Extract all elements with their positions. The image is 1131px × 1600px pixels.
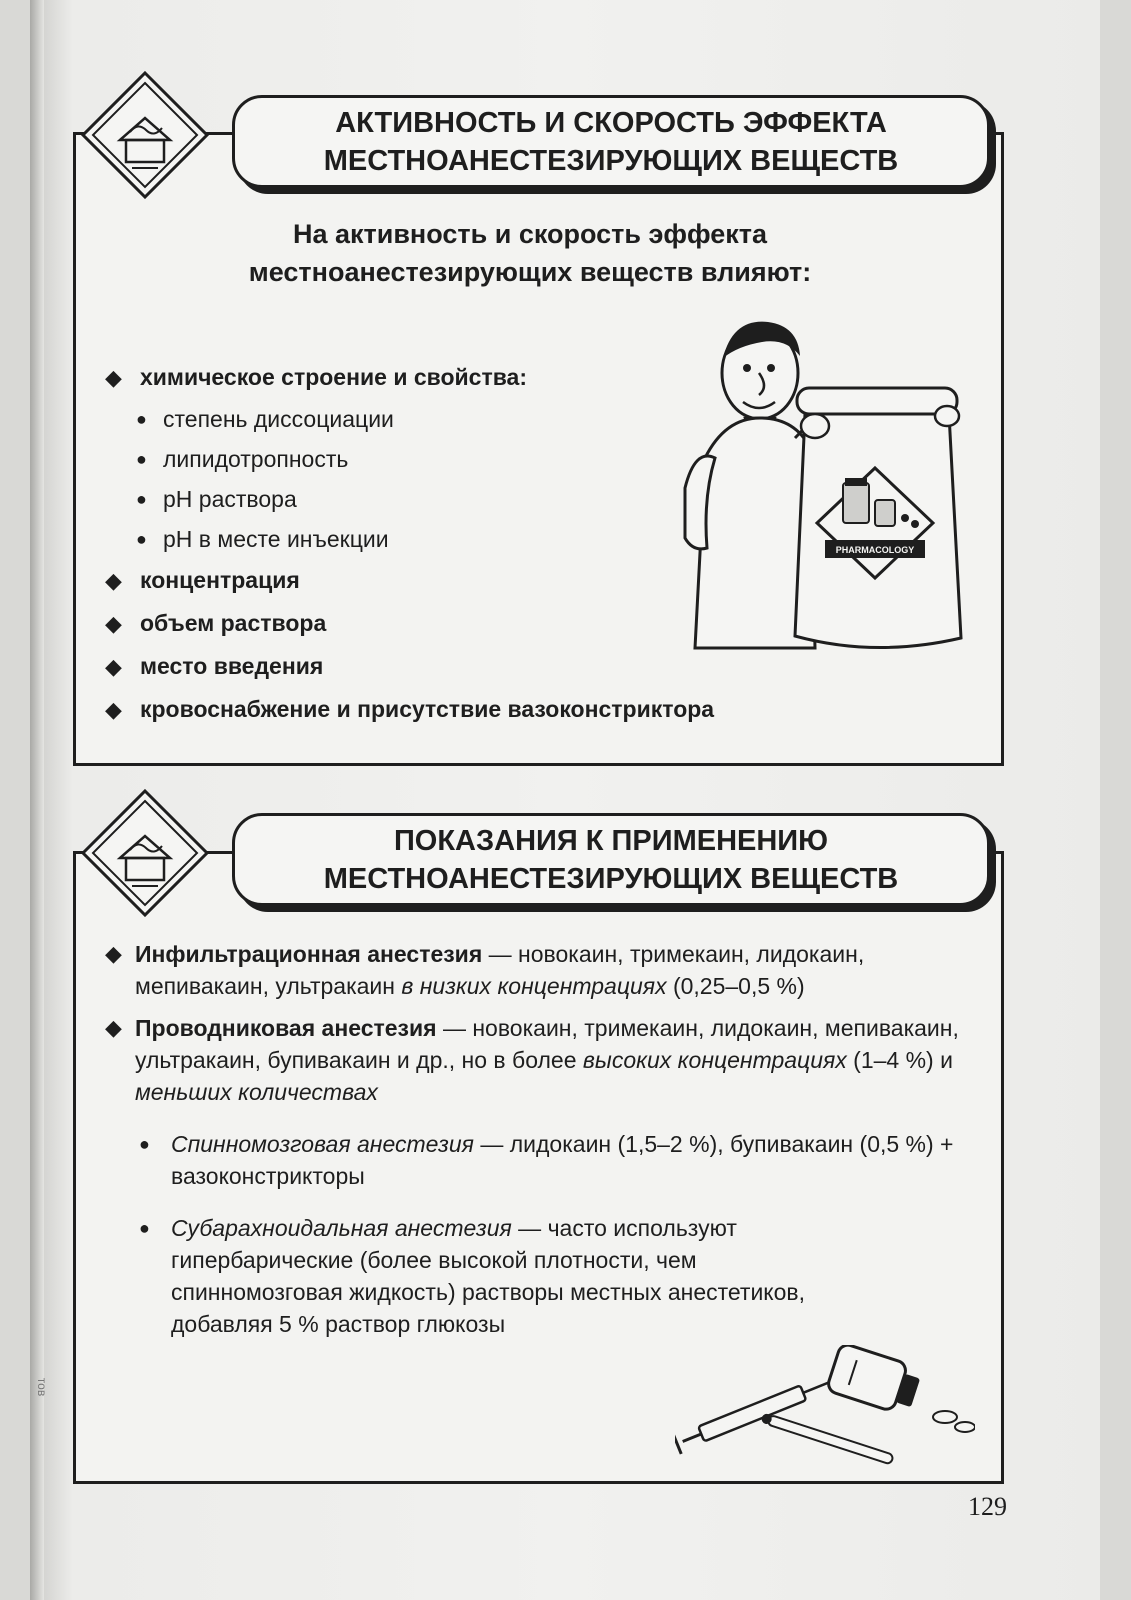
item-emphasis: в низких концентрациях: [401, 973, 667, 999]
factor-list: [103, 356, 715, 731]
list-item: [103, 602, 663, 645]
section-1-title-line1: АКТИВНОСТЬ И СКОРОСТЬ ЭФФЕКТА: [335, 106, 887, 139]
diamond-bullet-icon: ◆: [105, 697, 122, 722]
list-item-text: степень диссоциации: [163, 406, 394, 432]
dot-bullet-icon: ●: [136, 489, 147, 509]
page-number: 129: [968, 1492, 1007, 1521]
section-2-title-line2: МЕСТНОАНЕСТЕЗИРУЮЩИХ ВЕЩЕСТВ: [323, 862, 899, 895]
section-1-title-line2: МЕСТНОАНЕСТЕЗИРУЮЩИХ ВЕЩЕСТВ: [323, 144, 899, 177]
page-spine-edge: [30, 0, 44, 1600]
dot-bullet-icon: ●: [136, 529, 147, 549]
item-text: — часто используют гипербарические (более высокой плотности, чем спинномозговая жидкость) растворы местных анестетиков, добавляя 5 % раствор глюкозы: [171, 1215, 806, 1337]
subheading-line1: На активность и скорость эффекта: [292, 219, 768, 249]
list-item-text: pH раствора: [163, 486, 297, 512]
list-item: [103, 688, 715, 731]
diamond-bullet-icon: ◆: [105, 941, 122, 966]
dot-bullet-icon: ●: [139, 1218, 150, 1238]
sublist-item-spinal: [135, 1128, 983, 1192]
term-infiltration: Инфильтрационная анестезия: [135, 941, 483, 967]
section-1-title: [232, 95, 990, 188]
margin-mark: тов: [35, 1377, 50, 1397]
list-subitem: [103, 519, 663, 559]
list-item-conduction: [103, 1012, 983, 1340]
item-text: (1–4 %) и: [846, 1047, 953, 1073]
dot-bullet-icon: ●: [136, 409, 147, 429]
list-item-text: химическое строение и свойства:: [140, 364, 528, 390]
list-item-infiltration: [103, 938, 983, 1002]
list-item-text: объем раствора: [140, 610, 327, 636]
list-subitem: [103, 399, 663, 439]
term-subarachnoid: Субарахноидальная анестезия: [171, 1215, 512, 1241]
item-emphasis: меньших количествах: [135, 1079, 378, 1105]
diamond-bullet-icon: ◆: [105, 1015, 122, 1040]
list-item: [103, 356, 663, 399]
list-item-text: место введения: [140, 653, 324, 679]
item-text: (0,25–0,5 %): [666, 973, 805, 999]
diamond-bullet-icon: ◆: [105, 568, 122, 593]
syringe-and-bottle-illustration: [675, 1345, 975, 1465]
item-text: — новокаин, тримекаин, лидокаин, мепивакаин, ультракаин: [135, 941, 865, 999]
list-item-text: липидотропность: [163, 446, 349, 472]
list-item-text: концентрация: [140, 567, 300, 593]
list-subitem: [103, 479, 663, 519]
list-item: [103, 559, 663, 602]
list-subitem: [103, 439, 663, 479]
section-1-subheading: [120, 215, 940, 291]
section-2-title-line1: ПОКАЗАНИЯ К ПРИМЕНЕНИЮ: [393, 824, 829, 857]
item-text: — лидокаин (1,5–2 %), бупивакаин (0,5 %) + вазоконстрикторы: [171, 1131, 954, 1189]
pharmacist-cartoon-illustration: [665, 318, 975, 658]
term-conduction: Проводниковая анестезия: [135, 1015, 437, 1041]
sublist-item-subarachnoid: [135, 1212, 871, 1340]
item-text: — новокаин, тримекаин, лидокаин, мепивакаин, ультракаин, бупивакаин и др., но в более: [135, 1015, 959, 1073]
list-item-text: pH в месте инъекции: [163, 526, 389, 552]
list-item-text: кровоснабжение и присутствие вазоконстриктора: [140, 696, 715, 722]
item-emphasis: высоких концентрациях: [582, 1047, 847, 1073]
section-2-title: [232, 813, 990, 906]
diamond-bullet-icon: ◆: [105, 654, 122, 679]
pharmacy-emblem-icon: [80, 70, 210, 200]
poster-label: PHARMACOLOGY: [835, 545, 915, 555]
list-item: [103, 645, 663, 688]
subheading-line2: местноанестезирующих веществ влияют:: [248, 257, 812, 287]
dot-bullet-icon: ●: [139, 1134, 150, 1154]
dot-bullet-icon: ●: [136, 449, 147, 469]
term-spinal: Спинномозговая анестезия: [171, 1131, 474, 1157]
indications-list: [103, 938, 983, 1350]
diamond-bullet-icon: ◆: [105, 611, 122, 636]
pharmacy-emblem-icon: [80, 788, 210, 918]
diamond-bullet-icon: ◆: [105, 365, 122, 390]
